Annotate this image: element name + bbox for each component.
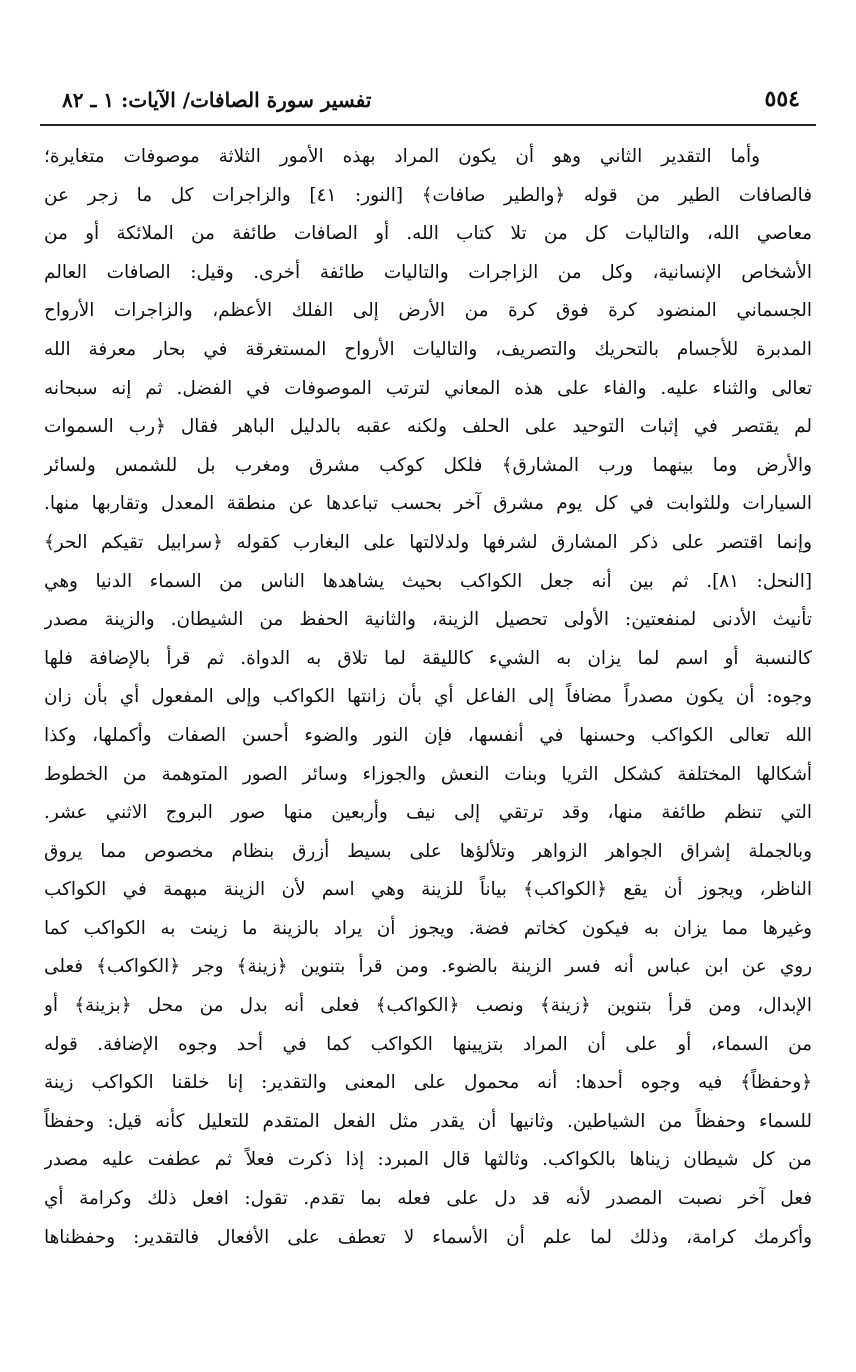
text-line: كالنسبة أو اسم لما يزان به الشيء كالليقة لما تلاق به الدواة. ثم قرأ بالإضافة فلها: [44, 647, 812, 669]
text-line: المدبرة للأجسام بالتحريك والتصريف، والتاليات الأرواح المستغرقة في بحار معرفة الله: [44, 338, 812, 360]
text-line: والأرض وما بينهما ورب المشارق﴾ فلكل كوكب مشرق ومغرب بل للشمس ولسائر: [44, 454, 812, 476]
text-line: الأشخاص الإنسانية، وكل من الزاجرات والتاليات طائفة أخرى. وقيل: الصافات العالم: [44, 261, 812, 283]
text-line: تعالى والثناء عليه. والفاء على هذه المعاني لترتب الموصوفات في الفضل. ثم إنه سبحانه: [44, 377, 812, 399]
text-line: معاصي الله، والتاليات كل من تلا كتاب الله. أو الصافات طائفة من الملائكة أو من: [44, 223, 812, 245]
text-line: الإبدال، ومن قرأ بتنوين ﴿زينة﴾ ونصب ﴿الكواكب﴾ فعلى أنه بدل من محل ﴿بزينة﴾ أو: [44, 995, 812, 1017]
text-line: من كل شيطان زيناها بالكواكب. وثالثها قال المبرد: إذا ذكرت فعلاً ثم عطفت عليه مصدر: [44, 1149, 812, 1171]
text-line: ﴿وحفظاً﴾ فيه وجوه أحدها: أنه محمول على المعنى والتقدير: إنا خلقنا الكواكب زينة: [44, 1072, 812, 1094]
text-line: وأما التقدير الثاني وهو أن يكون المراد بهذه الأمور الثلاثة موصوفات متغايرة؛: [44, 146, 760, 167]
text-line: للسماء وحفظاً من الشياطين. وثانيها أن يقدر مثل الفعل المتقدم للتعليل كأنه قيل: وحفظاً: [44, 1110, 812, 1132]
header-divider: [40, 124, 816, 126]
body-text: [44, 138, 812, 1257]
text-line: وجوه: أن يكون مصدراً مضافاً إلى الفاعل أي بأن زانتها الكواكب وإلى المفعول أي بأن زان: [44, 686, 812, 708]
text-line: وغيرها مما يزان به فيكون كخاتم فضة. ويجوز أن يراد بالزينة ما زينت به الكواكب كما: [44, 917, 812, 939]
text-line: السيارات وللثوابت في كل يوم مشرق آخر بحسب تباعدها عن منطقة المعدل وتقاربها منها.: [44, 493, 812, 515]
text-line: [النحل: ٨١]. ثم بين أنه جعل الكواكب بحيث يشاهدها الناس من السماء الدنيا وهي: [44, 570, 812, 592]
text-line: الناظر، ويجوز أن يقع ﴿الكواكب﴾ بياناً للزينة وهي اسم لأن الزينة مبهمة في الكواكب: [44, 879, 812, 901]
text-line: أشكالها المختلفة كشكل الثريا وبنات النعش والجوزاء وسائر الصور المتوهمة من الخطوط: [44, 763, 812, 785]
text-line: وبالجملة إشراق الجواهر الزواهر وتلألؤها على بسيط أزرق بنظام مخصوص مما يروق: [44, 840, 812, 862]
running-title: تفسير سورة الصافات/ الآيات: ١ ـ ٨٢: [62, 88, 372, 112]
page-number: ٥٥٤: [764, 86, 800, 112]
text-line: التي تنظم طائفة منها، وقد ترتقي إلى نيف وأربعين منها صور البروج الاثني عشر.: [44, 802, 812, 824]
text-line: فالصافات الطير من قوله ﴿والطير صافات﴾ [النور: ٤١] والزاجرات كل ما زجر عن: [44, 184, 812, 206]
text-line: تأنيث الأدنى لمنفعتين: الأولى تحصيل الزينة، والثانية الحفظ من الشيطان. والزينة مصدر: [44, 609, 812, 631]
text-line: روي عن ابن عباس أنه فسر الزينة بالضوء. ومن قرأ بتنوين ﴿زينة﴾ وجر ﴿الكواكب﴾ فعلى: [44, 956, 812, 978]
text-line: وأكرمك كرامة، وذلك لما علم أن الأسماء لا تعطف على الأفعال فالتقدير: وحفظناها: [44, 1226, 812, 1248]
text-line: الله تعالى الكواكب وحسنها في أنفسها، فإن النور والضوء أحسن الصفات وأكملها، وكذا: [44, 724, 812, 746]
running-header: [40, 82, 816, 122]
text-line: وإنما اقتصر على ذكر المشارق لشرفها ولدلالتها على البغارب كقوله ﴿سرابيل تقيكم الحر﴾: [44, 531, 812, 553]
text-line: من السماء، أو على أن المراد بتزيينها الكواكب كما في أحد وجوه الإضافة. قوله: [44, 1033, 812, 1055]
text-line: لم يقتصر في إثبات التوحيد على الحلف ولكنه عقبه بالدليل الباهر فقال ﴿رب السموات: [44, 416, 812, 438]
text-line: فعل آخر نصبت المصدر لأنه قد دل على فعله بما تقدم. تقول: افعل ذلك وكرامة أي: [44, 1188, 812, 1210]
text-line: الجسماني المنضود كرة فوق كرة من الأرض إلى الفلك الأعظم، والزاجرات الأرواح: [44, 300, 812, 322]
